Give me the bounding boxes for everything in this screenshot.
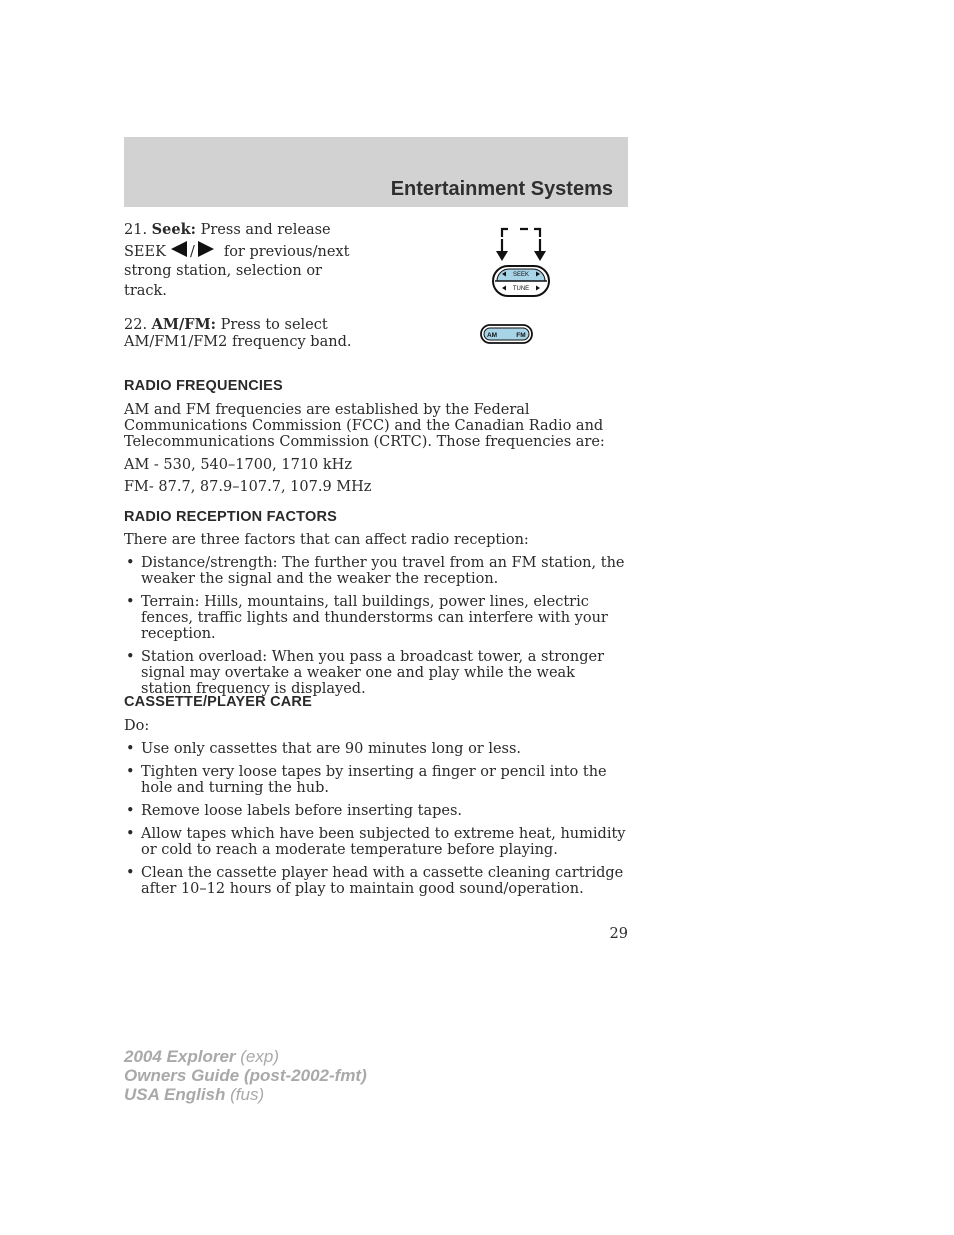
item-label: AM/FM: [151, 316, 216, 333]
item-label: Seek: [151, 221, 196, 238]
item-number: 22. [124, 317, 148, 333]
seek-description [124, 220, 364, 301]
document-footer [124, 1047, 367, 1104]
list-item: • Remove loose labels before inserting tapes. [124, 803, 628, 819]
list-item: • Clean the cassette player head with a cassette cleaning cartridge after 10–12 hours of play to maintain good sound/operation. [124, 865, 628, 897]
arrow-down-icon [496, 251, 508, 261]
page-number: 29 [609, 926, 628, 942]
am-frequencies: AM - 530, 540–1700, 1710 kHz [124, 457, 352, 473]
section-title: Entertainment Systems [390, 178, 613, 200]
footer-language-code: (fus) [230, 1085, 265, 1104]
list-item: • Allow tapes which have been subjected to extreme heat, humidity or cold to reach a moderate temperature before playing. [124, 826, 628, 858]
reception-factors-list [124, 555, 628, 704]
radio-frequencies-paragraph: AM and FM frequencies are established by the Federal Communications Commission (FCC) and the Canadian Radio and Telecommunications Commission (CRTC). Those frequencies are: [124, 402, 605, 450]
item-text: for previous/next [223, 243, 350, 260]
arrow-down-icon [534, 251, 546, 261]
footer-language: USA English [124, 1085, 226, 1104]
footer-model: 2004 Explorer [124, 1047, 236, 1066]
fm-frequencies: FM- 87.7, 87.9–107.7, 107.9 MHz [124, 479, 372, 495]
seek-word: SEEK [124, 243, 166, 260]
list-item: • Tighten very loose tapes by inserting a finger or pencil into the hole and turning the hub. [124, 764, 628, 796]
item-text: Press to select [220, 317, 328, 333]
tune-button-label: TUNE [512, 286, 530, 292]
section-header-bar [124, 137, 628, 207]
cassette-care-list [124, 741, 628, 904]
item-text: strong station, selection or track. [124, 263, 322, 299]
seek-forward-arrow-icon [198, 241, 214, 257]
amfm-button-figure [479, 322, 535, 346]
list-item: • Distance/strength: The further you travel from an FM station, the weaker the signal and the weaker the reception. [124, 555, 628, 587]
radio-frequencies-heading: RADIO FREQUENCIES [124, 378, 283, 394]
item-text: AM/FM1/FM2 frequency band. [124, 334, 352, 350]
footer-model-code: (exp) [240, 1047, 279, 1066]
cassette-intro: Do: [124, 718, 150, 734]
list-item: • Terrain: Hills, mountains, tall buildings, power lines, electric fences, traffic lights and thunderstorms can interfere with your reception. [124, 594, 628, 642]
seek-button-label: SEEK [512, 272, 530, 278]
item-number: 21. [124, 222, 148, 238]
list-item: • Station overload: When you pass a broadcast tower, a stronger signal may overtake a weaker one and play while the weak station frequency is displayed. [124, 649, 628, 697]
reception-factors-heading: RADIO RECEPTION FACTORS [124, 509, 337, 525]
separator: / [189, 243, 195, 260]
cassette-care-heading: CASSETTE/PLAYER CARE [124, 694, 312, 710]
am-label: AM [486, 332, 498, 339]
list-item: • Use only cassettes that are 90 minutes long or less. [124, 741, 628, 757]
footer-guide: Owners Guide (post-2002-fmt) [124, 1066, 367, 1085]
seek-back-arrow-icon [171, 241, 187, 257]
amfm-description [124, 316, 364, 351]
reception-intro: There are three factors that can affect radio reception: [124, 532, 529, 548]
seek-tune-button-figure [488, 225, 554, 301]
item-text: Press and release [200, 222, 331, 238]
fm-label: FM [516, 332, 526, 339]
